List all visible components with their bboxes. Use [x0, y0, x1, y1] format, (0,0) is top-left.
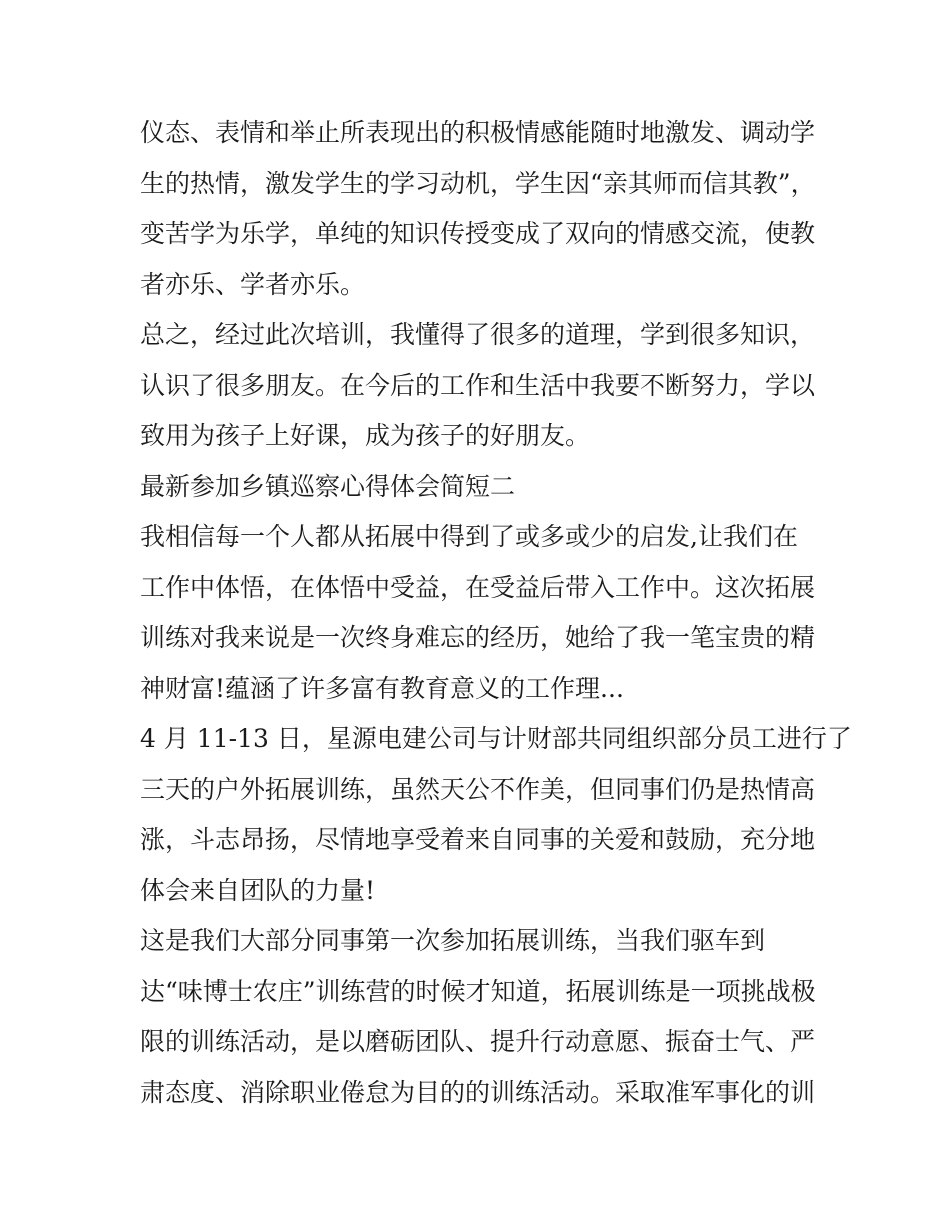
text-line-1: 仪态、表情和举止所表现出的积极情感能随时地激发、调动学 — [140, 118, 816, 147]
text-line-16: 体会来自团队的力量! — [140, 875, 376, 905]
document-body — [140, 108, 852, 1118]
section-heading: 最新参加乡镇巡察心得体会简短二 — [140, 471, 516, 501]
text-line-2: 生的热情，激发学生的学习动机，学生因“亲其师而信其教”， — [140, 168, 816, 198]
text-line-7: 致用为孩子上好课，成为孩子的好朋友。 — [140, 421, 591, 450]
text-line-9: 我相信每一个人都从拓展中得到了或多或少的启发,让我们在 — [140, 522, 798, 551]
text-line-6: 认识了很多朋友。在今后的工作和生活中我要不断努力，学以 — [140, 370, 816, 400]
text-line-14: 三天的户外拓展训练，虽然天公不作美，但同事们仍是热情高 — [140, 774, 816, 804]
text-line-19: 限的训练活动，是以磨砺团队、提升行动意愿、振奋士气、严 — [140, 1027, 816, 1056]
text-line-3: 变苦学为乐学，单纯的知识传授变成了双向的情感交流，使教 — [140, 219, 816, 248]
text-line-5: 总之，经过此次培训，我懂得了很多的道理，学到很多知识， — [140, 320, 816, 349]
text-line-4: 者亦乐、学者亦乐。 — [140, 269, 366, 299]
text-line-10: 工作中体悟，在体悟中受益，在受益后带入工作中。这次拓展 — [140, 572, 816, 602]
text-line-17: 这是我们大部分同事第一次参加拓展训练，当我们驱车到 — [140, 926, 766, 955]
text-line-15: 涨，斗志昂扬，尽情地享受着来自同事的关爱和鼓励，充分地 — [140, 825, 816, 854]
text-line-20: 肃态度、消除职业倦怠为目的的训练活动。采取准军事化的训 — [140, 1077, 816, 1107]
text-line-11: 训练对我来说是一次终身难忘的经历，她给了我一笔宝贵的精 — [140, 623, 816, 652]
text-line-13: 4 月 11-13 日，星源电建公司与计财部共同组织部分员工进行了 — [140, 724, 852, 753]
text-line-12: 神财富!蕴涵了许多富有教育意义的工作理... — [140, 673, 624, 703]
text-line-18: 达“味博士农庄”训练营的时候才知道，拓展训练是一项挑战极 — [140, 976, 816, 1006]
